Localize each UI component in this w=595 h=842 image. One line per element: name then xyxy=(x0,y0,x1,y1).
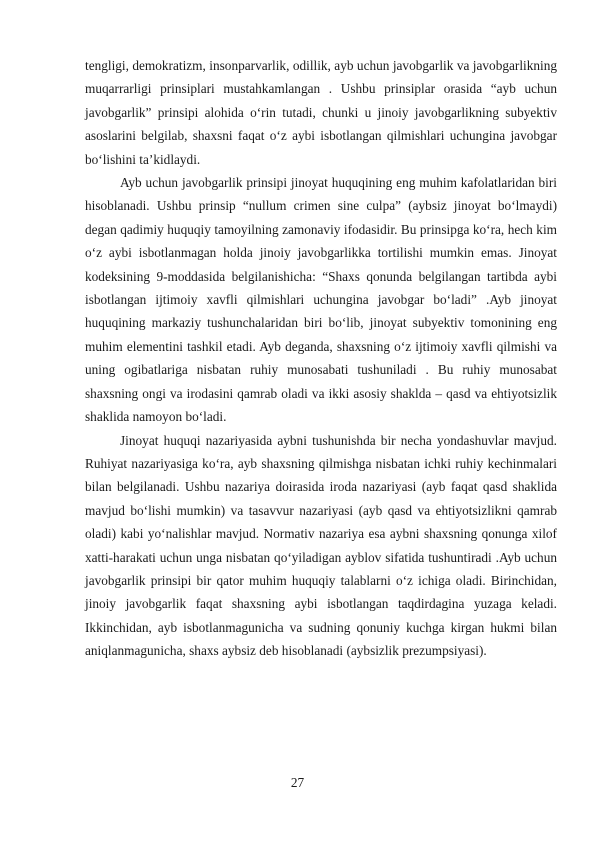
paragraph-1: tengligi, demokratizm, insonparvarlik, odillik, ayb uchun javobgarlik va javobgarlikning muqarrarligi prinsiplari mustahkamlangan . Ushbu prinsiplar orasida “ayb uchun javobgarlik” prinsipi alohida o‘rin tutadi, chunki u jinoiy javobgarlikning subyektiv asoslarini belgilab, shaxsni faqat o‘z aybi isbotlangan qilmishlari uchungina javobgar bo‘lishini ta’kidlaydi. xyxy=(85,58,557,167)
paragraph-2: Ayb uchun javobgarlik prinsipi jinoyat huquqining eng muhim kafolatlaridan biri hisoblanadi. Ushbu prinsip “nullum crimen sine culpa” (aybsiz jinoyat bo‘lmaydi) degan qadimiy huquqiy tamoyilning zamonaviy ifodasidir. Bu prinsipga ko‘ra, hech kim o‘z aybi isbotlanmagan holda jinoiy javobgarlikka tortilishi mumkin emas. Jinoyat kodeksining 9-moddasida belgilanishicha: “Shaxs qonunda belgilangan tartibda aybi isbotlangan ijtimoiy xavfli qilmishlari uchungina javobgar bo‘ladi” .Ayb jinoyat huquqining markaziy tushunchalaridan biri bo‘lib, jinoyat subyektiv tomonining eng muhim elementini tashkil etadi. Ayb deganda, shaxsning o‘z ijtimoiy xavfli qilmishi va uning ogibatlariga nisbatan ruhiy munosabati tushuniladi . Bu ruhiy munosabat shaxsning ongi va irodasini qamrab oladi va ikki asosiy shaklda – qasd va ehtiyotsizlik shaklida namoyon bo‘ladi. xyxy=(85,175,557,425)
page-number: 27 xyxy=(290,775,305,790)
body-text xyxy=(85,54,557,663)
paragraph-3: Jinoyat huquqi nazariyasida aybni tushunishda bir necha yondashuvlar mavjud. Ruhiyat nazariyasiga ko‘ra, ayb shaxsning qilmishga nisbatan ichki ruhiy kechinmalari bilan belgilanadi. Ushbu nazariya doirasida iroda nazariyasi (ayb faqat qasd shaklida mavjud bo‘lishi mumkin) va tasavvur nazariyasi (ayb qasd va ehtiyotsizlikni qamrab oladi) kabi yo‘nalishlar mavjud. Normativ nazariya esa aybni shaxsning qonunga xilof xatti-harakati uchun unga nisbatan qo‘yiladigan ayblov sifatida tushuntiradi .Ayb uchun javobgarlik prinsipi bir qator muhim huquqiy talablarni o‘z ichiga oladi. Birinchidan, jinoiy javobgarlik faqat shaxsning aybi isbotlangan taqdirdagina yuzaga keladi. Ikkinchidan, ayb isbotlanmagunicha va sudning qonuniy kuchga kirgan hukmi bilan aniqlanmagunicha, shaxs aybsiz deb hisoblanadi (aybsizlik prezumpsiyasi). xyxy=(85,432,557,659)
